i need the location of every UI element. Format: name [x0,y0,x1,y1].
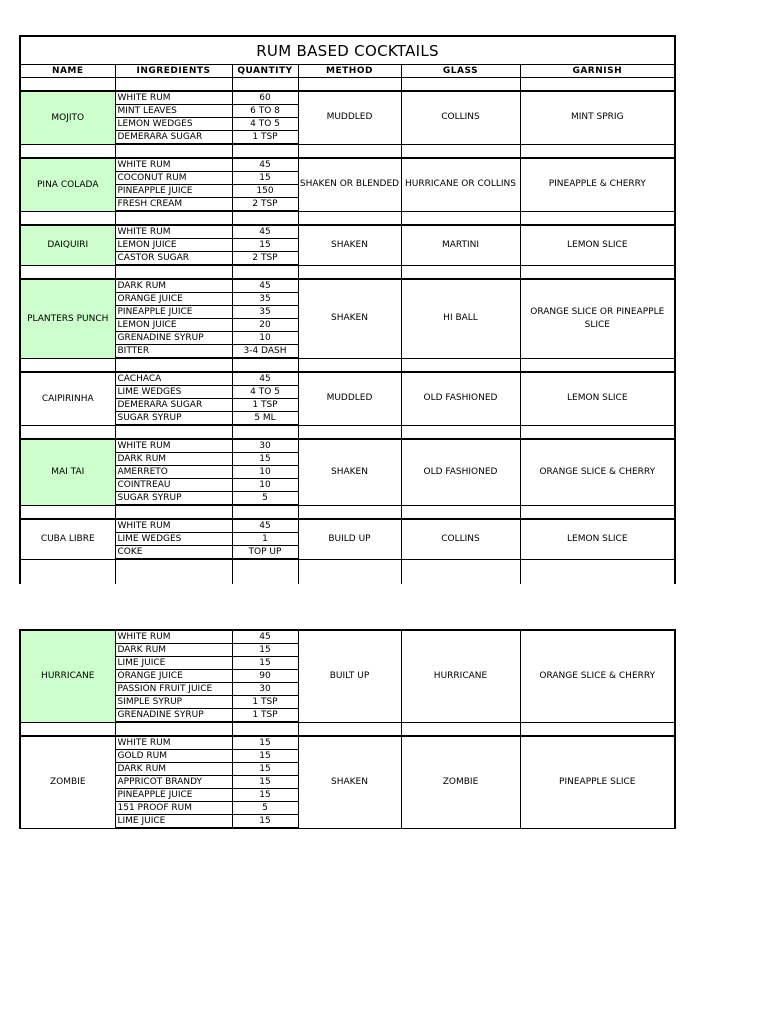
ingredient-name: DARK RUM [115,453,232,466]
ingredient-quantity: TOP UP [232,546,298,560]
cocktail-table-continued [19,629,676,829]
cocktail-method: SHAKEN [298,225,401,265]
spacer-cell [232,425,298,439]
ingredient-name: PINEAPPLE JUICE [115,185,232,198]
ingredient-quantity: 90 [232,670,298,683]
ingredient-name: MINT LEAVES [115,105,232,118]
cocktail-glass: HURRICANE OR COLLINS [401,158,520,211]
ingredient-quantity: 10 [232,332,298,345]
ingredient-quantity: 35 [232,306,298,319]
ingredient-name: GRENADINE SYRUP [115,709,232,723]
cocktail-name: CUBA LIBRE [20,519,115,559]
spacer-cell [20,425,115,439]
table-row [20,439,675,453]
ingredient-name: COKE [115,546,232,560]
spacer-cell [20,505,115,519]
cocktail-method: BUILT UP [298,630,401,722]
spacer-row [20,265,675,279]
spacer-cell [401,144,520,158]
spacer-cell [20,265,115,279]
ingredient-quantity: 15 [232,657,298,670]
cocktail-method: SHAKEN [298,439,401,505]
spacer-cell [232,144,298,158]
ingredient-quantity: 1 [232,533,298,546]
ingredient-name: DEMERARA SUGAR [115,131,232,145]
cocktail-name: PINA COLADA [20,158,115,211]
ingredient-name: LEMON JUICE [115,239,232,252]
cocktail-garnish: LEMON SLICE [520,225,675,265]
ingredient-name: LIME JUICE [115,815,232,829]
ingredient-name: 151 PROOF RUM [115,802,232,815]
ingredient-name: DARK RUM [115,644,232,657]
spacer-cell [115,358,232,372]
ingredient-quantity: 1 TSP [232,131,298,145]
cocktail-garnish: PINEAPPLE & CHERRY [520,158,675,211]
spacer-row [20,211,675,225]
spacer-cell [115,78,232,92]
ingredient-name: LEMON JUICE [115,319,232,332]
spacer-cell [520,425,675,439]
ingredient-name: COINTREAU [115,479,232,492]
cocktail-name: HURRICANE [20,630,115,722]
spacer-cell [115,425,232,439]
ingredient-quantity: 15 [232,776,298,789]
ingredient-name: LIME WEDGES [115,386,232,399]
spacer-cell [520,211,675,225]
spacer-cell [298,144,401,158]
cocktail-garnish: LEMON SLICE [520,519,675,559]
spacer-cell [115,505,232,519]
cocktail-glass: COLLINS [401,519,520,559]
table-row [20,519,675,533]
ingredient-name: ORANGE JUICE [115,293,232,306]
spacer-cell [20,722,115,736]
cocktail-table [19,35,676,584]
ingredient-name: PASSION FRUIT JUICE [115,683,232,696]
ingredient-quantity: 5 ML [232,412,298,426]
spacer-cell [520,144,675,158]
cocktail-garnish: PINEAPPLE SLICE [520,736,675,828]
spacer-row [20,358,675,372]
ingredient-name: CASTOR SUGAR [115,252,232,266]
spacer-cell [20,358,115,372]
ingredient-quantity: 1 TSP [232,696,298,709]
ingredient-name: DARK RUM [115,763,232,776]
spacer-cell [232,265,298,279]
cocktail-glass: COLLINS [401,91,520,144]
spacer-cell [401,559,520,584]
ingredient-quantity: 45 [232,158,298,172]
ingredient-name: APPRICOT BRANDY [115,776,232,789]
spacer-cell [115,559,232,584]
ingredient-quantity: 20 [232,319,298,332]
ingredient-name: SIMPLE SYRUP [115,696,232,709]
ingredient-name: GRENADINE SYRUP [115,332,232,345]
cocktail-garnish: LEMON SLICE [520,372,675,425]
table-row [20,158,675,172]
spacer-cell [520,722,675,736]
spacer-cell [20,144,115,158]
ingredient-quantity: 15 [232,763,298,776]
ingredient-name: AMERRETO [115,466,232,479]
spacer-row [20,559,675,584]
spacer-cell [298,722,401,736]
column-header-garnish: GARNISH [520,65,675,78]
cocktail-name: ZOMBIE [20,736,115,828]
spacer-cell [520,265,675,279]
ingredient-quantity: 15 [232,239,298,252]
spacer-row [20,425,675,439]
spacer-cell [520,559,675,584]
ingredient-quantity: 6 TO 8 [232,105,298,118]
spacer-row [20,78,675,92]
spacer-cell [232,211,298,225]
ingredient-quantity: 35 [232,293,298,306]
ingredient-quantity: 150 [232,185,298,198]
cocktail-name: CAIPIRINHA [20,372,115,425]
table-row [20,736,675,750]
cocktail-glass: OLD FASHIONED [401,372,520,425]
ingredient-quantity: 10 [232,466,298,479]
cocktail-glass: HI BALL [401,279,520,358]
ingredient-name: WHITE RUM [115,158,232,172]
ingredient-quantity: 15 [232,453,298,466]
spacer-cell [298,505,401,519]
ingredient-name: BITTER [115,345,232,359]
spacer-cell [298,265,401,279]
spacer-row [20,722,675,736]
table-row [20,279,675,293]
ingredient-quantity: 15 [232,172,298,185]
ingredient-name: PINEAPPLE JUICE [115,306,232,319]
spacer-cell [298,559,401,584]
spacer-cell [520,505,675,519]
ingredient-name: DARK RUM [115,279,232,293]
ingredient-name: LIME WEDGES [115,533,232,546]
ingredient-name: WHITE RUM [115,630,232,644]
ingredient-name: WHITE RUM [115,519,232,533]
ingredient-quantity: 45 [232,372,298,386]
ingredient-quantity: 2 TSP [232,252,298,266]
spacer-cell [298,78,401,92]
table-row [20,630,675,644]
ingredient-quantity: 5 [232,492,298,506]
ingredient-quantity: 30 [232,683,298,696]
ingredient-quantity: 10 [232,479,298,492]
ingredient-name: CACHACA [115,372,232,386]
page-title: RUM BASED COCKTAILS [20,36,675,65]
spacer-cell [115,265,232,279]
ingredient-quantity: 60 [232,91,298,105]
spacer-cell [20,211,115,225]
spacer-cell [232,78,298,92]
ingredient-name: WHITE RUM [115,736,232,750]
cocktail-garnish: MINT SPRIG [520,91,675,144]
ingredient-name: SUGAR SYRUP [115,412,232,426]
spacer-cell [401,265,520,279]
spacer-cell [401,78,520,92]
column-header-name: NAME [20,65,115,78]
cocktail-garnish: ORANGE SLICE OR PINEAPPLE SLICE [520,279,675,358]
column-header-method: METHOD [298,65,401,78]
spacer-cell [115,211,232,225]
ingredient-name: LIME JUICE [115,657,232,670]
spacer-cell [298,425,401,439]
spacer-cell [401,425,520,439]
ingredient-quantity: 30 [232,439,298,453]
ingredient-quantity: 15 [232,815,298,829]
spacer-row [20,144,675,158]
spacer-cell [115,722,232,736]
spacer-cell [520,358,675,372]
column-header-glass: GLASS [401,65,520,78]
ingredient-name: WHITE RUM [115,225,232,239]
spacer-cell [20,78,115,92]
table-row [20,91,675,105]
cocktail-glass: HURRICANE [401,630,520,722]
cocktail-name: PLANTERS PUNCH [20,279,115,358]
spacer-cell [520,78,675,92]
ingredient-quantity: 1 TSP [232,709,298,723]
cocktail-garnish: ORANGE SLICE & CHERRY [520,439,675,505]
ingredient-quantity: 4 TO 5 [232,118,298,131]
ingredient-name: WHITE RUM [115,439,232,453]
spacer-cell [232,358,298,372]
ingredient-quantity: 45 [232,225,298,239]
ingredient-quantity: 45 [232,630,298,644]
spacer-cell [298,358,401,372]
cocktail-method: SHAKEN [298,279,401,358]
spacer-cell [401,722,520,736]
spacer-cell [401,358,520,372]
ingredient-quantity: 3-4 DASH [232,345,298,359]
spacer-row [20,505,675,519]
ingredient-name: ORANGE JUICE [115,670,232,683]
ingredient-quantity: 45 [232,519,298,533]
ingredient-quantity: 4 TO 5 [232,386,298,399]
spacer-cell [298,211,401,225]
ingredient-name: COCONUT RUM [115,172,232,185]
spacer-cell [232,559,298,584]
ingredient-name: LEMON WEDGES [115,118,232,131]
cocktail-method: SHAKEN [298,736,401,828]
ingredient-name: SUGAR SYRUP [115,492,232,506]
ingredient-name: FRESH CREAM [115,198,232,212]
ingredient-quantity: 15 [232,736,298,750]
cocktail-glass: OLD FASHIONED [401,439,520,505]
spacer-cell [115,144,232,158]
table-row [20,225,675,239]
ingredient-name: WHITE RUM [115,91,232,105]
cocktail-name: MOJITO [20,91,115,144]
column-header-quantity: QUANTITY [232,65,298,78]
cocktail-garnish: ORANGE SLICE & CHERRY [520,630,675,722]
cocktail-method: SHAKEN OR BLENDED [298,158,401,211]
ingredient-quantity: 15 [232,789,298,802]
table-row [20,372,675,386]
ingredient-name: GOLD RUM [115,750,232,763]
spacer-cell [20,559,115,584]
ingredient-quantity: 15 [232,644,298,657]
column-header-ingredients: INGREDIENTS [115,65,232,78]
spacer-cell [401,505,520,519]
cocktail-name: DAIQUIRI [20,225,115,265]
ingredient-quantity: 1 TSP [232,399,298,412]
spacer-cell [232,722,298,736]
cocktail-name: MAI TAI [20,439,115,505]
spacer-cell [232,505,298,519]
ingredient-name: DEMERARA SUGAR [115,399,232,412]
cocktail-method: MUDDLED [298,91,401,144]
cocktail-method: BUILD UP [298,519,401,559]
ingredient-quantity: 2 TSP [232,198,298,212]
ingredient-name: PINEAPPLE JUICE [115,789,232,802]
cocktail-glass: MARTINI [401,225,520,265]
cocktail-glass: ZOMBIE [401,736,520,828]
ingredient-quantity: 5 [232,802,298,815]
spacer-cell [401,211,520,225]
cocktail-method: MUDDLED [298,372,401,425]
ingredient-quantity: 45 [232,279,298,293]
ingredient-quantity: 15 [232,750,298,763]
